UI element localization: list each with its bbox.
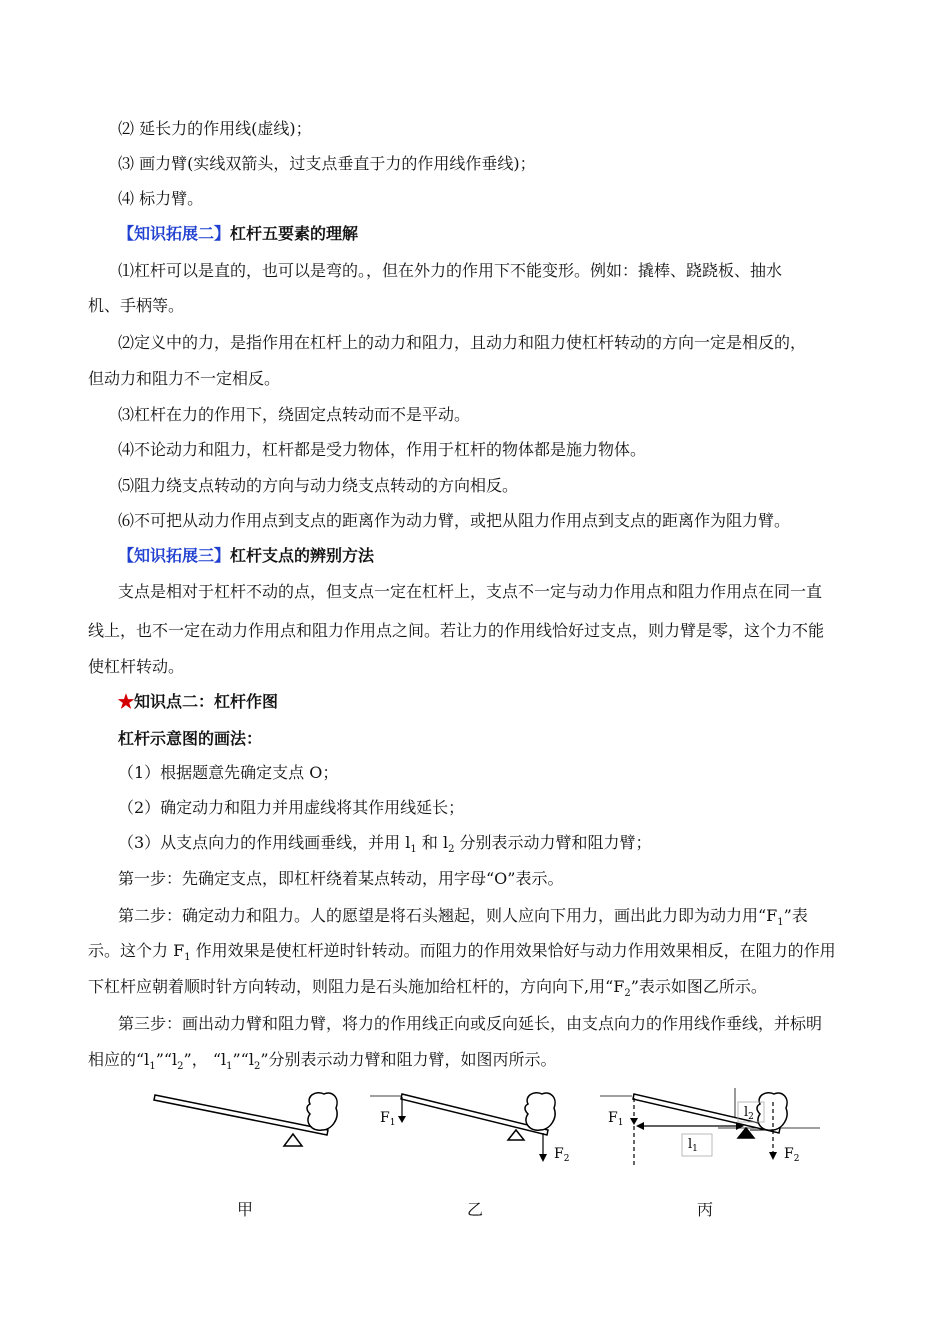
label-f2: $F_2$ bbox=[784, 1146, 800, 1164]
ext2-tag: 【知识拓展二】 bbox=[118, 224, 231, 243]
force-f1-arrowhead bbox=[630, 1118, 638, 1125]
lever-bar bbox=[401, 1094, 548, 1135]
figure-a-lever bbox=[150, 1088, 340, 1148]
step-two-line1: 第二步：确定动力和阻力。人的愿望是将石头翘起，则人应向下用力，画出此力即为动力用“$F_1$”表 bbox=[118, 906, 808, 929]
step-2-text: ⑵ 延长力的作用线(虚线)； bbox=[118, 119, 312, 138]
force-f2-arrowhead bbox=[769, 1152, 777, 1160]
ext2-p1-line2: 机、手柄等。 bbox=[88, 296, 185, 315]
step-three-line1: 第三步：画出动力臂和阻力臂，将力的作用线正向或反向延长，由支点向力的作用线作垂线，并标明 bbox=[118, 1014, 823, 1033]
label-f1: $F_1$ bbox=[380, 1110, 396, 1128]
ext3-title: 杠杆支点的辨别方法 bbox=[230, 546, 375, 565]
ext3-p-line1: 支点是相对于杠杆不动的点，但支点一定在杠杆上，支点不一定与动力作用点和阻力作用点在同一直 bbox=[118, 582, 823, 601]
star-icon: ★ bbox=[118, 692, 135, 711]
step-3-text: ⑶ 画力臂(实线双箭头，过支点垂直于力的作用线作垂线)； bbox=[118, 154, 536, 173]
step-4-text: ⑷ 标力臂。 bbox=[118, 189, 204, 208]
ext3-heading bbox=[118, 546, 374, 566]
force-f2-arrowhead bbox=[539, 1154, 547, 1162]
stone-shape bbox=[307, 1093, 337, 1131]
step-two-line3: 下杠杆应朝着顺时针方向转动，则阻力是石头施加给杠杆的，方向向下,用“$F_2$”表示如图乙所示。 bbox=[88, 977, 767, 1000]
ext2-p3: ⑶杠杆在力的作用下，绕固定点转动而不是平动。 bbox=[118, 405, 471, 424]
ext2-p2-line1: ⑵定义中的力，是指作用在杠杆上的动力和阻力，且动力和阻力使杠杆转动的方向一定是相反的， bbox=[118, 333, 807, 352]
caption-c: 丙 bbox=[697, 1200, 714, 1219]
label-f1: $F_1$ bbox=[608, 1110, 624, 1128]
method-2: （2）确定动力和阻力并用虚线将其作用线延长； bbox=[118, 798, 465, 817]
fulcrum-icon bbox=[284, 1134, 302, 1146]
method-1: （1）根据题意先确定支点 O； bbox=[118, 763, 339, 782]
label-l1: $l_1$ bbox=[688, 1137, 698, 1154]
caption-b: 乙 bbox=[467, 1200, 484, 1219]
stone-shape bbox=[525, 1093, 555, 1131]
fulcrum-icon bbox=[508, 1130, 524, 1140]
figure-c-lever bbox=[598, 1084, 828, 1174]
method-3: （3）从支点向力的作用线画垂线，并用 $l_1$ 和 $l_2$ 分别表示动力臂和阻力臂； bbox=[118, 833, 652, 856]
ext3-tag: 【知识拓展三】 bbox=[118, 546, 231, 565]
ext2-p5: ⑸阻力绕支点转动的方向与动力绕支点转动的方向相反。 bbox=[118, 476, 519, 495]
label-f2: $F_2$ bbox=[554, 1146, 570, 1164]
lever-bar bbox=[154, 1095, 328, 1135]
caption-a: 甲 bbox=[237, 1200, 254, 1219]
label-l2: $l_2$ bbox=[744, 1105, 754, 1122]
figure-b-lever bbox=[368, 1088, 578, 1168]
step-two-line2: 示。这个力 $F_1$ 作用效果是使杠杆逆时针转动。而阻力的作用效果恰好与动力作用效果相反，在阻力的作用 bbox=[88, 941, 836, 964]
step-three-line2: 相应的“$l_1”“l_2$”， “$l_1”“l_2$”分别表示动力臂和阻力臂，如图丙所示。 bbox=[88, 1050, 557, 1073]
ext2-heading bbox=[118, 224, 358, 244]
ext3-p-line3: 使杠杆转动。 bbox=[88, 657, 185, 676]
kp2-heading bbox=[118, 692, 278, 712]
ext2-p6: ⑹不可把从动力作用点到支点的距离作为动力臂，或把从阻力作用点到支点的距离作为阻力臂。 bbox=[118, 511, 791, 530]
ext2-p4: ⑷不论动力和阻力，杠杆都是受力物体，作用于杠杆的物体都是施力物体。 bbox=[118, 440, 647, 459]
ext2-p1-line1: ⑴杠杆可以是直的，也可以是弯的。，但在外力的作用下不能变形。例如：撬棒、跷跷板、抽水 bbox=[118, 261, 783, 280]
ext3-p-line2: 线上，也不一定在动力作用点和阻力作用点之间。若让力的作用线恰好过支点，则力臂是零，这个力不能 bbox=[88, 621, 825, 640]
stone-shape bbox=[757, 1093, 787, 1131]
ext2-p2-line2: 但动力和阻力不一定相反。 bbox=[88, 369, 281, 388]
ext2-title: 杠杆五要素的理解 bbox=[230, 224, 359, 243]
kp2-title: 知识点二：杠杆作图 bbox=[134, 692, 279, 711]
lever-bar bbox=[633, 1094, 780, 1133]
method-title: 杠杆示意图的画法： bbox=[118, 729, 263, 748]
arm-l1-arrowhead-left bbox=[636, 1122, 644, 1130]
step-one: 第一步：先确定支点，即杠杆绕着某点转动，用字母“O”表示。 bbox=[118, 869, 564, 888]
force-f1-arrowhead bbox=[398, 1116, 406, 1123]
